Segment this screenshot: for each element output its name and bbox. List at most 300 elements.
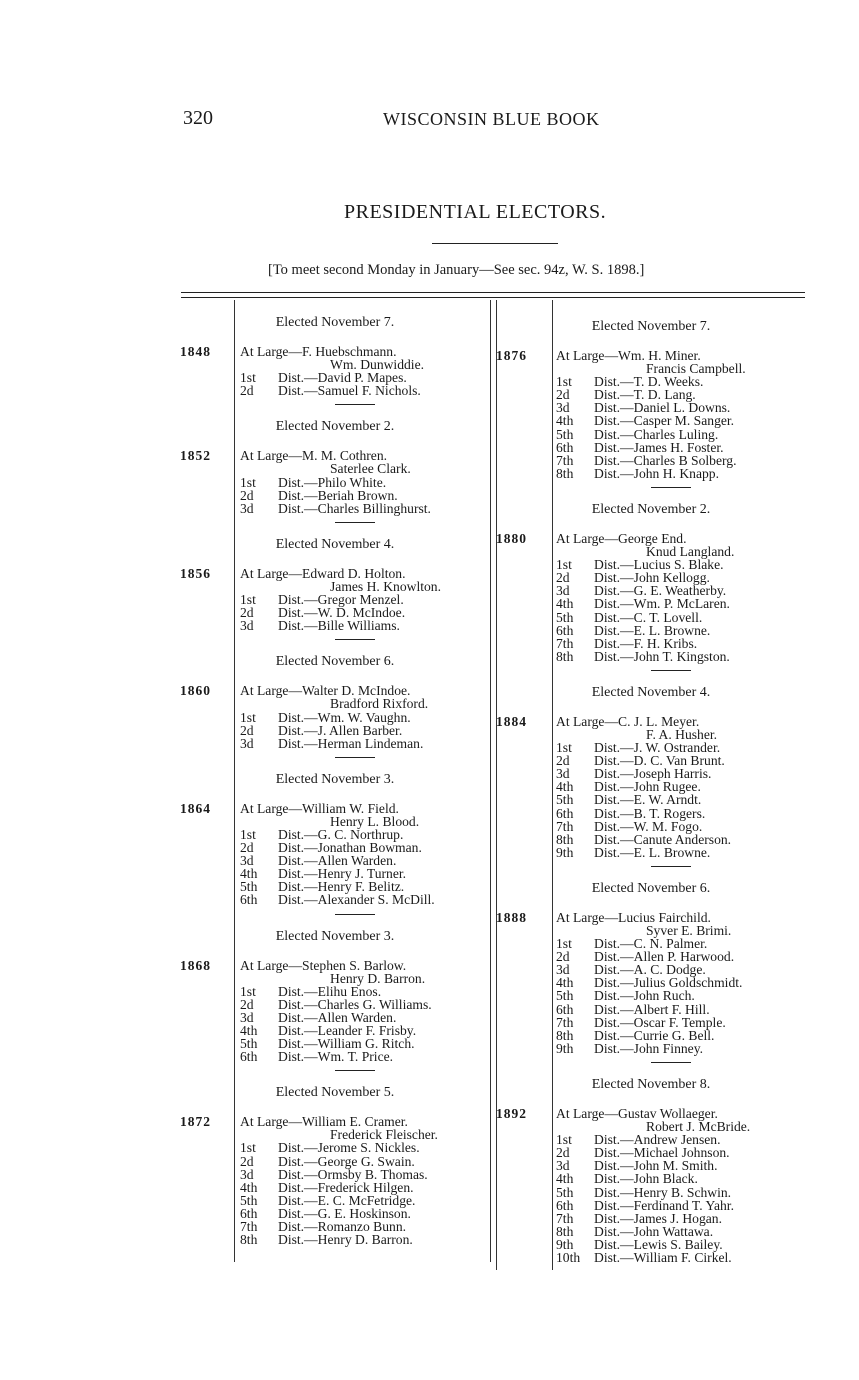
- district-ordinal: 7th: [556, 635, 574, 651]
- district-ordinal: 3d: [240, 1009, 254, 1025]
- district-line: [240, 893, 490, 906]
- district-ordinal: 6th: [240, 1049, 258, 1065]
- district-label: Dist.—: [594, 949, 634, 965]
- at-large-continuation: F. A. Husher.: [646, 726, 718, 742]
- district-ordinal: 8th: [240, 1232, 258, 1248]
- district-label: Dist.—: [594, 583, 634, 599]
- elector-name: W. M. Fogo.: [633, 818, 703, 834]
- elector-name: E. L. Browne.: [633, 844, 711, 860]
- district-label: Dist.—: [278, 592, 318, 608]
- entry-separator: [335, 639, 375, 640]
- elector-name: Leander F. Frisby.: [317, 1023, 417, 1038]
- at-large-label: At Large—: [240, 1114, 303, 1130]
- district-label: Dist.—: [594, 570, 634, 586]
- elected-date: Elected November 6.: [591, 880, 711, 896]
- elector-list: [240, 959, 490, 1064]
- district-label: Dist.—: [594, 1158, 634, 1174]
- district-ordinal: 3d: [556, 400, 570, 416]
- election-entry: [496, 500, 806, 671]
- district-ordinal: 2d: [556, 949, 570, 965]
- district-ordinal: 6th: [556, 1001, 574, 1017]
- district-label: Dist.—: [594, 1236, 634, 1252]
- district-ordinal: 2d: [240, 605, 254, 621]
- elector-name: Wm. W. Vaughn.: [317, 709, 411, 725]
- at-large-label: At Large—: [240, 448, 303, 464]
- election-entry: [180, 313, 490, 405]
- district-ordinal: 1st: [556, 374, 572, 390]
- elected-date: Elected November 4.: [275, 536, 395, 552]
- entry-separator: [651, 487, 691, 488]
- table-top-rule: [181, 292, 805, 293]
- district-ordinal: 8th: [556, 1223, 574, 1239]
- district-label: Dist.—: [278, 826, 318, 842]
- elected-date: Elected November 6.: [275, 654, 395, 670]
- district-label: Dist.—: [594, 1145, 634, 1161]
- district-label: Dist.—: [594, 975, 634, 991]
- district-label: Dist.—: [594, 648, 634, 664]
- elector-name: Beriah Brown.: [317, 487, 398, 503]
- elector-name: Ferdinand T. Yahr.: [633, 1197, 734, 1213]
- entry-separator: [335, 757, 375, 758]
- elected-date: Elected November 3.: [275, 928, 395, 944]
- district-ordinal: 4th: [240, 866, 258, 882]
- district-ordinal: 6th: [240, 892, 258, 908]
- district-label: Dist.—: [278, 500, 318, 516]
- district-label: Dist.—: [594, 439, 634, 455]
- district-ordinal: 2d: [240, 840, 254, 856]
- district-label: Dist.—: [594, 557, 634, 573]
- district-label: Dist.—: [594, 766, 634, 782]
- district-ordinal: 4th: [556, 596, 574, 612]
- district-label: Dist.—: [594, 844, 634, 860]
- page-number: 320: [183, 107, 213, 129]
- district-ordinal: 8th: [556, 648, 574, 664]
- elector-name: J. Allen Barber.: [317, 722, 403, 738]
- district-ordinal: 4th: [556, 975, 574, 991]
- district-ordinal: 2d: [556, 570, 570, 586]
- election-year: 1884: [496, 713, 527, 729]
- elector-list: [556, 532, 806, 663]
- election-year: 1880: [496, 530, 527, 546]
- elector-name: T. D. Lang.: [633, 387, 696, 403]
- election-entry: [180, 927, 490, 1072]
- at-large-continuation: Syver E. Brimi.: [646, 923, 732, 938]
- elector-name: Edward D. Holton.: [302, 565, 406, 581]
- district-label: Dist.—: [594, 426, 634, 442]
- district-label: Dist.—: [594, 831, 634, 847]
- election-entry: [496, 1075, 806, 1264]
- district-ordinal: 5th: [556, 1184, 574, 1200]
- district-label: Dist.—: [278, 605, 318, 621]
- elector-name: E. C. McFetridge.: [317, 1192, 416, 1208]
- district-label: Dist.—: [594, 1014, 634, 1030]
- elector-name: Allen Warden.: [317, 853, 397, 869]
- elector-name: Allen P. Harwood.: [633, 949, 735, 965]
- elector-name: Ormsby B. Thomas.: [317, 1166, 428, 1182]
- at-large-label: At Large—: [240, 565, 303, 581]
- district-label: Dist.—: [278, 1036, 318, 1052]
- at-large-continuation: Robert J. McBride.: [646, 1119, 751, 1135]
- district-ordinal: 1st: [556, 936, 572, 952]
- elector-name: Samuel F. Nichols.: [317, 383, 421, 399]
- district-label: Dist.—: [278, 1153, 318, 1169]
- entry-separator: [335, 914, 375, 915]
- district-label: Dist.—: [278, 853, 318, 869]
- district-ordinal: 1st: [240, 709, 256, 725]
- at-large-continuation: Saterlee Clark.: [330, 461, 411, 477]
- district-ordinal: 3d: [556, 583, 570, 599]
- district-label: Dist.—: [594, 753, 634, 769]
- elector-list: [556, 1107, 806, 1264]
- elector-name: Wm. P. McLaren.: [633, 596, 730, 612]
- elector-name: T. D. Weeks.: [633, 374, 704, 390]
- elector-name: C. N. Palmer.: [633, 936, 708, 952]
- title-rule: [432, 243, 558, 244]
- district-ordinal: 5th: [240, 1036, 258, 1052]
- district-line: [556, 846, 806, 859]
- district-ordinal: 3d: [240, 735, 254, 751]
- district-ordinal: 2d: [240, 383, 254, 399]
- district-label: Dist.—: [278, 1049, 318, 1065]
- elector-list: [556, 715, 806, 859]
- district-label: Dist.—: [278, 996, 318, 1012]
- district-label: Dist.—: [594, 1197, 634, 1213]
- elector-list: [556, 911, 806, 1055]
- page-title: PRESIDENTIAL ELECTORS.: [344, 201, 607, 223]
- district-ordinal: 4th: [556, 413, 574, 429]
- district-label: Dist.—: [594, 1184, 634, 1200]
- district-ordinal: 10th: [556, 1249, 581, 1265]
- left-column: [180, 313, 490, 1246]
- at-large-continuation: Frederick Fleischer.: [330, 1127, 438, 1143]
- district-label: Dist.—: [594, 792, 634, 808]
- district-label: Dist.—: [594, 962, 634, 978]
- elector-name: Romanzo Bunn.: [317, 1219, 407, 1235]
- elector-name: Charles G. Williams.: [317, 996, 432, 1012]
- district-ordinal: 1st: [240, 1140, 256, 1156]
- elected-date: Elected November 2.: [591, 501, 711, 517]
- district-label: Dist.—: [594, 622, 634, 638]
- elector-name: Gregor Menzel.: [317, 592, 404, 608]
- elector-name: John H. Knapp.: [633, 465, 719, 481]
- district-label: Dist.—: [594, 465, 634, 481]
- district-label: Dist.—: [594, 1210, 634, 1226]
- elector-name: Frederick Hilgen.: [317, 1179, 414, 1195]
- district-label: Dist.—: [594, 635, 634, 651]
- district-label: Dist.—: [594, 740, 634, 756]
- elector-name: Henry F. Belitz.: [317, 879, 405, 895]
- column-rule: [490, 300, 491, 1262]
- elector-name: Bille Williams.: [317, 618, 400, 634]
- elector-name: Andrew Jensen.: [633, 1132, 721, 1148]
- district-label: Dist.—: [594, 609, 634, 625]
- at-large-continuation: Francis Campbell.: [646, 361, 746, 377]
- district-ordinal: 5th: [240, 879, 258, 895]
- at-large-label: At Large—: [556, 1105, 619, 1121]
- elector-name: Jerome S. Nickles.: [317, 1140, 420, 1156]
- district-ordinal: 8th: [556, 465, 574, 481]
- district-label: Dist.—: [278, 840, 318, 856]
- elector-name: G. E. Hoskinson.: [317, 1205, 411, 1221]
- district-label: Dist.—: [594, 596, 634, 612]
- elector-name: Henry D. Barron.: [317, 1232, 413, 1248]
- district-ordinal: 1st: [240, 592, 256, 608]
- district-ordinal: 6th: [556, 1197, 574, 1213]
- district-ordinal: 1st: [240, 983, 256, 999]
- district-ordinal: 1st: [240, 370, 256, 386]
- at-large-label: At Large—: [240, 957, 303, 973]
- running-head: WISCONSIN BLUE BOOK: [383, 109, 600, 129]
- district-label: Dist.—: [594, 400, 634, 416]
- at-large-continuation: Wm. Dunwiddie.: [330, 357, 425, 373]
- elector-name: C. T. Lovell.: [633, 609, 703, 625]
- elector-name: David P. Mapes.: [317, 370, 407, 386]
- district-ordinal: 1st: [556, 557, 572, 573]
- district-ordinal: 3d: [556, 962, 570, 978]
- district-line: [240, 502, 490, 515]
- entry-separator: [335, 522, 375, 523]
- district-ordinal: 9th: [556, 1236, 574, 1252]
- elected-date: Elected November 2.: [275, 419, 395, 435]
- subtitle: [To meet second Monday in January—See sec. 94z, W. S. 1898.]: [268, 262, 645, 278]
- district-label: Dist.—: [278, 474, 318, 490]
- elector-name: John Black.: [633, 1171, 698, 1187]
- elected-date: Elected November 8.: [591, 1076, 711, 1092]
- district-label: Dist.—: [594, 387, 634, 403]
- election-year: 1860: [180, 683, 211, 699]
- elector-name: John Rugee.: [633, 779, 701, 795]
- district-ordinal: 2d: [240, 1153, 254, 1169]
- at-large-line: [240, 959, 490, 972]
- entry-separator: [335, 404, 375, 405]
- elector-name: Oscar F. Temple.: [633, 1014, 726, 1030]
- table-top-rule: [181, 297, 805, 298]
- elector-list: [240, 345, 490, 397]
- elector-name: F. H. Kribs.: [633, 635, 698, 651]
- district-label: Dist.—: [594, 1132, 634, 1148]
- district-label: Dist.—: [278, 383, 318, 399]
- district-ordinal: 5th: [240, 1192, 258, 1208]
- election-entry: [180, 417, 490, 522]
- elector-name: Michael Johnson.: [633, 1145, 730, 1161]
- at-large-label: At Large—: [556, 909, 619, 925]
- elector-name: Philo White.: [317, 474, 387, 490]
- elector-name: Canute Anderson.: [633, 831, 732, 847]
- district-label: Dist.—: [278, 735, 318, 751]
- election-year: 1892: [496, 1105, 527, 1121]
- election-year: 1848: [180, 344, 211, 359]
- at-large-line: [556, 715, 806, 728]
- elector-name: James H. Foster.: [633, 439, 724, 455]
- elector-name: A. C. Dodge.: [633, 962, 706, 978]
- elector-name: John Finney.: [633, 1040, 704, 1056]
- district-line: [240, 619, 490, 632]
- district-label: Dist.—: [594, 1040, 634, 1056]
- district-label: Dist.—: [594, 1223, 634, 1239]
- district-ordinal: 9th: [556, 844, 574, 860]
- district-label: Dist.—: [594, 374, 634, 390]
- district-label: Dist.—: [594, 1249, 634, 1265]
- district-label: Dist.—: [594, 413, 634, 429]
- district-label: Dist.—: [278, 892, 318, 908]
- district-ordinal: 1st: [240, 826, 256, 842]
- district-ordinal: 3d: [240, 500, 254, 516]
- district-label: Dist.—: [278, 1009, 318, 1025]
- elector-list: [240, 1115, 490, 1246]
- elector-name: Allen Warden.: [317, 1009, 397, 1025]
- elector-name: George G. Swain.: [317, 1153, 415, 1169]
- elected-date: Elected November 5.: [275, 1085, 395, 1101]
- election-year: 1888: [496, 909, 527, 925]
- at-large-label: At Large—: [240, 800, 303, 816]
- district-label: Dist.—: [594, 452, 634, 468]
- elector-name: C. J. L. Meyer.: [618, 713, 700, 729]
- entry-separator: [651, 866, 691, 867]
- district-line: [240, 384, 490, 397]
- entry-separator: [335, 1070, 375, 1071]
- at-large-label: At Large—: [240, 344, 303, 359]
- district-label: Dist.—: [594, 1001, 634, 1017]
- elector-name: Jonathan Bowman.: [317, 840, 422, 856]
- elector-name: Daniel L. Downs.: [633, 400, 731, 416]
- elector-name: Lucius Fairchild.: [618, 909, 711, 925]
- district-ordinal: 2d: [556, 387, 570, 403]
- elector-name: John Wattawa.: [633, 1223, 714, 1239]
- district-ordinal: 1st: [556, 1132, 572, 1148]
- district-ordinal: 3d: [240, 618, 254, 634]
- elector-name: Julius Goldschmidt.: [633, 975, 743, 991]
- district-ordinal: 9th: [556, 1040, 574, 1056]
- district-ordinal: 4th: [556, 779, 574, 795]
- elector-name: Gustav Wollaeger.: [618, 1105, 718, 1121]
- district-label: Dist.—: [594, 988, 634, 1004]
- district-ordinal: 2d: [240, 996, 254, 1012]
- election-year: 1872: [180, 1114, 211, 1130]
- district-ordinal: 2d: [556, 1145, 570, 1161]
- district-label: Dist.—: [594, 1027, 634, 1043]
- district-label: Dist.—: [278, 487, 318, 503]
- elector-name: William F. Cirkel.: [633, 1249, 732, 1265]
- district-ordinal: 2d: [240, 487, 254, 503]
- at-large-continuation: James H. Knowlton.: [330, 578, 442, 594]
- elector-name: Charles Billinghurst.: [317, 500, 431, 516]
- elector-name: E. W. Arndt.: [633, 792, 702, 808]
- elector-name: Alexander S. McDill.: [317, 892, 435, 908]
- elector-name: E. L. Browne.: [633, 622, 711, 638]
- district-label: Dist.—: [278, 983, 318, 999]
- district-ordinal: 3d: [556, 766, 570, 782]
- district-label: Dist.—: [594, 779, 634, 795]
- at-large-label: At Large—: [556, 713, 619, 729]
- district-line: [240, 1233, 490, 1246]
- elector-name: D. C. Van Brunt.: [633, 753, 725, 769]
- elector-list: [240, 567, 490, 632]
- election-year: 1856: [180, 565, 211, 581]
- election-entry: [496, 879, 806, 1063]
- election-entry: [180, 652, 490, 757]
- district-label: Dist.—: [278, 370, 318, 386]
- district-label: Dist.—: [278, 866, 318, 882]
- district-ordinal: 2d: [240, 722, 254, 738]
- elector-name: Walter D. McIndoe.: [302, 683, 411, 699]
- elector-name: Wm. T. Price.: [317, 1049, 394, 1065]
- district-ordinal: 7th: [556, 1014, 574, 1030]
- election-entry: [180, 535, 490, 640]
- district-label: Dist.—: [278, 1179, 318, 1195]
- district-label: Dist.—: [278, 1140, 318, 1156]
- elector-list: [556, 349, 806, 480]
- elector-name: Charles B Solberg.: [633, 452, 737, 468]
- district-ordinal: 1st: [556, 740, 572, 756]
- elector-name: John Ruch.: [633, 988, 695, 1004]
- elector-name: G. C. Northrup.: [317, 826, 404, 842]
- district-label: Dist.—: [278, 722, 318, 738]
- district-line: [240, 1050, 490, 1063]
- district-ordinal: 6th: [556, 439, 574, 455]
- elector-name: Lucius S. Blake.: [633, 557, 724, 573]
- elector-name: William G. Ritch.: [317, 1036, 415, 1052]
- at-large-continuation: Henry D. Barron.: [330, 970, 426, 986]
- at-large-label: At Large—: [556, 530, 619, 546]
- elector-name: Currie G. Bell.: [633, 1027, 715, 1043]
- district-label: Dist.—: [278, 709, 318, 725]
- district-ordinal: 5th: [556, 988, 574, 1004]
- district-ordinal: 6th: [556, 622, 574, 638]
- entry-separator: [651, 670, 691, 671]
- elector-name: Casper M. Sanger.: [633, 413, 735, 429]
- at-large-line: [240, 802, 490, 815]
- district-ordinal: 1st: [240, 474, 256, 490]
- at-large-line: [240, 567, 490, 580]
- district-label: Dist.—: [278, 1219, 318, 1235]
- elector-name: Elihu Enos.: [317, 983, 382, 999]
- district-label: Dist.—: [278, 879, 318, 895]
- district-label: Dist.—: [594, 805, 634, 821]
- at-large-label: At Large—: [240, 683, 303, 699]
- election-year: 1852: [180, 448, 211, 464]
- elector-name: Albert F. Hill.: [633, 1001, 710, 1017]
- district-ordinal: 2d: [556, 753, 570, 769]
- right-column: [496, 317, 806, 1264]
- district-label: Dist.—: [594, 818, 634, 834]
- election-year: 1864: [180, 800, 211, 816]
- district-ordinal: 4th: [240, 1179, 258, 1195]
- district-ordinal: 3d: [240, 1166, 254, 1182]
- elector-name: Wm. H. Miner.: [618, 348, 701, 363]
- district-label: Dist.—: [594, 936, 634, 952]
- elector-list: [240, 684, 490, 749]
- elector-name: Henry J. Turner.: [317, 866, 407, 882]
- elector-name: Henry B. Schwin.: [633, 1184, 732, 1200]
- at-large-continuation: Bradford Rixford.: [330, 696, 429, 712]
- elector-name: Herman Lindeman.: [317, 735, 424, 751]
- district-ordinal: 3d: [240, 853, 254, 869]
- district-line: [556, 650, 806, 663]
- district-label: Dist.—: [278, 1192, 318, 1208]
- district-ordinal: 7th: [556, 452, 574, 468]
- district-label: Dist.—: [278, 1232, 318, 1248]
- district-label: Dist.—: [278, 1166, 318, 1182]
- district-ordinal: 3d: [556, 1158, 570, 1174]
- elector-name: John T. Kingston.: [633, 648, 730, 664]
- elector-name: Joseph Harris.: [633, 766, 712, 782]
- elector-name: John Kellogg.: [633, 570, 710, 586]
- elector-name: F. Huebschmann.: [302, 344, 397, 359]
- elected-date: Elected November 7.: [275, 315, 395, 330]
- elector-name: W. D. McIndoe.: [317, 605, 406, 621]
- election-entry: [496, 317, 806, 488]
- district-ordinal: 5th: [556, 426, 574, 442]
